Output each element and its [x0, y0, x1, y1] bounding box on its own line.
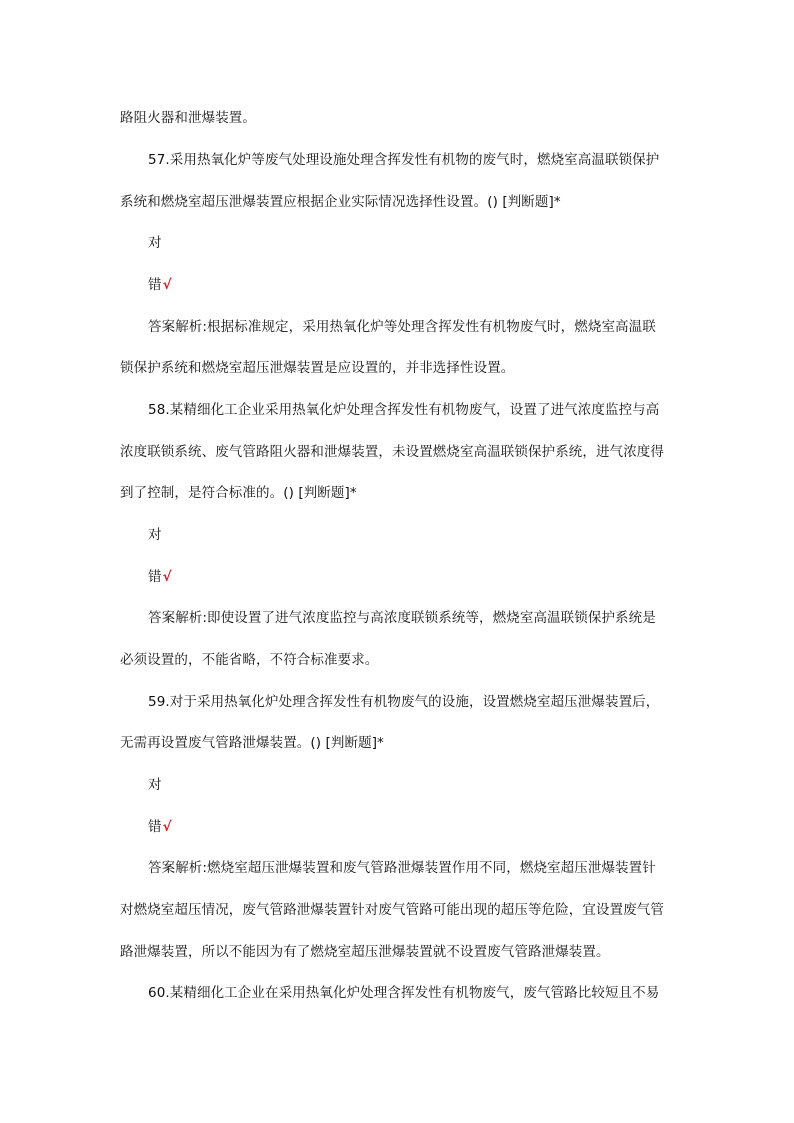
- question-59-stem-line-1: 59.对于采用热氧化炉处理含挥发性有机物废气的设施，设置燃烧室超压泄爆装置后，: [148, 694, 660, 710]
- question-57-stem-line-1: 57.采用热氧化炉等废气处理设施处理含挥发性有机物的废气时，燃烧室高温联锁保护: [148, 152, 660, 168]
- correct-check-icon: √: [162, 277, 172, 293]
- question-58-analysis-line-2: 必须设置的，不能省略，不符合标准要求。: [120, 652, 379, 668]
- option-false-label: 错: [148, 569, 162, 585]
- correct-check-icon: √: [162, 569, 172, 585]
- option-false-label: 错: [148, 277, 162, 293]
- question-58-option-true: [0, 525, 162, 545]
- question-59-option-true: [0, 775, 162, 795]
- correct-check-icon: √: [162, 819, 172, 835]
- option-true-label: 对: [148, 527, 162, 543]
- question-59-analysis-line-3: 路泄爆装置，所以不能因为有了燃烧室超压泄爆装置就不设置废气管路泄爆装置。: [120, 944, 610, 960]
- question-59-analysis-line-2: 对燃烧室超压情况，废气管路泄爆装置针对废气管路可能出现的超压等危险，宜设置废气管: [120, 902, 664, 918]
- question-57-option-true: [0, 233, 162, 253]
- question-57-analysis-line-1: 答案解析:根据标准规定，采用热氧化炉等处理含挥发性有机物废气时，燃烧室高温联: [148, 319, 656, 335]
- question-57-stem-line-2: 系统和燃烧室超压泄爆装置应根据企业实际情况选择性设置。() [判断题]*: [120, 194, 561, 210]
- question-58-analysis-line-1: 答案解析:即使设置了进气浓度监控与高浓度联锁系统等，燃烧室高温联锁保护系统是: [148, 610, 656, 626]
- question-58-stem-line-2: 浓度联锁系统、废气管路阻火器和泄爆装置，未设置燃烧室高温联锁保护系统，进气浓度得: [120, 444, 664, 460]
- question-59-analysis-line-1: 答案解析:燃烧室超压泄爆装置和废气管路泄爆装置作用不同，燃烧室超压泄爆装置针: [148, 860, 656, 876]
- question-57-option-false: [0, 275, 172, 295]
- option-true-label: 对: [148, 235, 162, 251]
- question-58-option-false: [0, 567, 172, 587]
- continuation-text: 路阻火器和泄爆装置。: [120, 110, 256, 126]
- question-59-option-false: [0, 817, 172, 837]
- question-59-stem-line-2: 无需再设置废气管路泄爆装置。() [判断题]*: [120, 735, 384, 751]
- question-58-stem-line-3: 到了控制，是符合标准的。() [判断题]*: [120, 485, 357, 501]
- question-57-analysis-line-2: 锁保护系统和燃烧室超压泄爆装置是应设置的，并非选择性设置。: [120, 360, 515, 376]
- question-60-stem-line-1: 60.某精细化工企业在采用热氧化炉处理含挥发性有机物废气，废气管路比较短且不易: [148, 985, 660, 1001]
- option-true-label: 对: [148, 777, 162, 793]
- question-58-stem-line-1: 58.某精细化工企业采用热氧化炉处理含挥发性有机物废气，设置了进气浓度监控与高: [148, 402, 660, 418]
- option-false-label: 错: [148, 819, 162, 835]
